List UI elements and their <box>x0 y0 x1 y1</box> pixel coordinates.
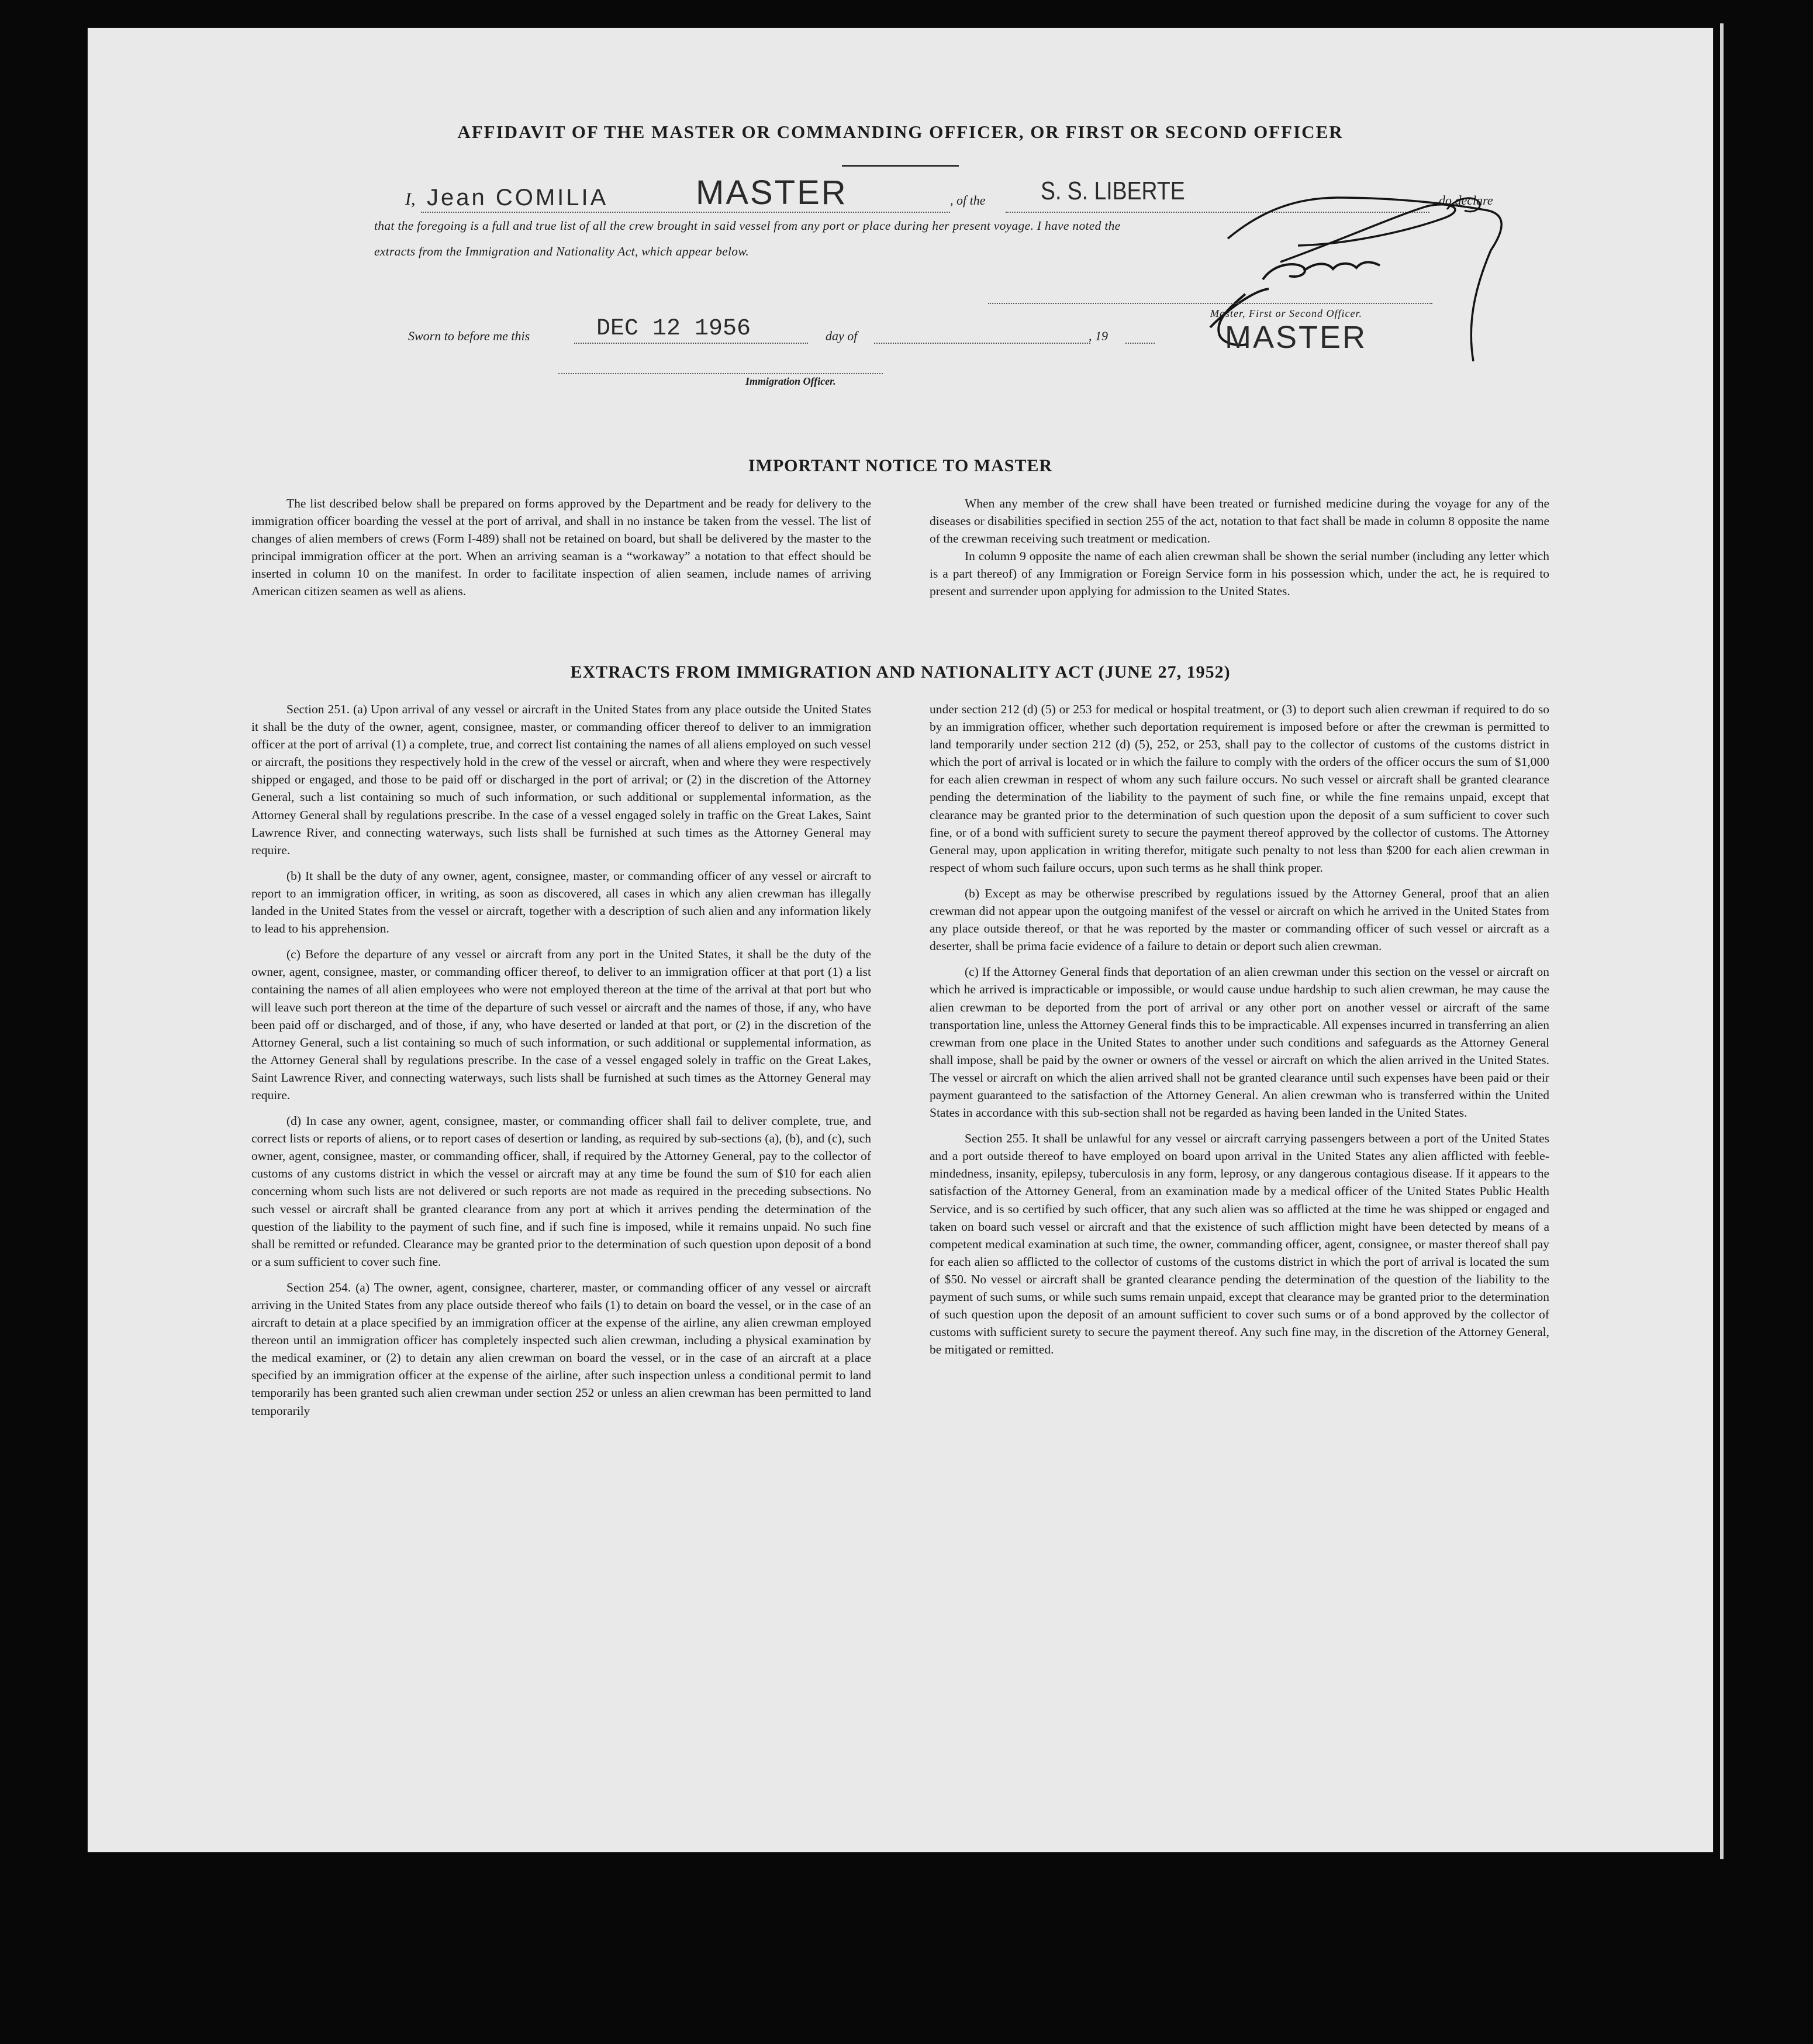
section-251-a: Section 251. (a) Upon arrival of any vessel or aircraft in the United States from any place outside the United States it shall be the duty of the owner, agent, consignee, master, or commanding officer thereof to deliver to an immigration officer at the port of arrival (1) a complete, true, and correct list containing the names of all aliens employed on such vessel or aircraft, the positions they respectively hold in the crew of the vessel or aircraft, when and where they were respectively shipped or engaged, and those to be paid off or discharged in the port of arrival; or (2) in the discretion of the Attorney General, such a list containing so much of such information, or such additional or supplemental information, as the Attorney General shall by regulations prescribe. In the case of a vessel engaged solely in traffic on the Great Lakes, Saint Lawrence River, and connecting waterways, such lists shall be furnished at such times as the Attorney General may require. <box>251 702 871 857</box>
signature-line <box>988 302 1432 304</box>
section-254-c: (c) If the Attorney General finds that deportation of an alien crewman under this section on the vessel or aircraft on which he arrived is impracticable or impossible, or would cause undue hardship to such alien crewman, he may cause the alien crewman to be deported from the port of arrival or any other port on another vessel or aircraft of the same transportation line, unless the Attorney General finds this to be impracticable. All expenses incurred in transferring an alien crewman from one place in the United States to another under such conditions and safeguards as the Attorney General shall impose, shall be paid by the owner or owners of the vessel or aircraft on which the alien arrived in the United States. The vessel or aircraft on which the alien arrived shall not be granted clearance until such expenses have been paid or their payment guaranteed to the satisfaction of the Attorney General. An alien crewman who is transferred within the United States in accordance with this sub-section shall not be regarded as having been landed in the United States. <box>930 965 1549 1120</box>
immigration-officer-caption: Immigration Officer. <box>745 375 836 387</box>
section-251-b: (b) It shall be the duty of any owner, agent, consignee, master, or commanding officer of any vessel or aircraft to report to an immigration officer, in writing, as soon as discovered, all cases in which any alien crewman has illegally landed in the United States from the vessel or aircraft, together with a description of such alien and any information likely to lead to his apprehension. <box>251 868 871 936</box>
of-the-label: , of the <box>950 193 986 208</box>
notice-title: IMPORTANT NOTICE TO MASTER <box>748 456 1053 475</box>
notice-paragraph: In column 9 opposite the name of each alien crewman shall be shown the serial number (including any letter which is a part thereof) of any Immigration or Foreign Service form in his possession which, under the act, he is required to present and surrender upon applying for admission to the United States. <box>930 549 1549 599</box>
notice-paragraph: When any member of the crew shall have been treated or furnished medicine during the voyage for any of the diseases or disabilities specified in section 255 of the act, notation to that fact shall be made in column 8 opposite the name of the crewman receiving such treatment or medication. <box>930 496 1549 546</box>
extracts-title: EXTRACTS FROM IMMIGRATION AND NATIONALITY ACT (JUNE 27, 1952) <box>570 662 1231 682</box>
sworn-label: Sworn to before me this <box>408 329 530 343</box>
paper-edge <box>1720 23 1724 1859</box>
notice-paragraph: The list described below shall be prepared on forms approved by the Department and be ready for delivery to the immigration officer boarding the vessel at the port of arrival, and shall in no instance be taken from the vessel. The list of changes of alien members of crews (Form I-489) shall not be retained on board, but shall be delivered by the master to the principal immigration officer at the port. When an arriving seaman is a “workaway” a notation to that effect should be inserted in column 10 on the manifest. In order to facilitate inspection of alien seamen, include names of arriving American citizen seamen as well as aliens. <box>251 496 871 599</box>
section-254-b: (b) Except as may be otherwise prescribed by regulations issued by the Attorney General, proof that an alien crewman did not appear upon the outgoing manifest of the vessel or aircraft on which he arrived in the United States from any place outside thereof, or that he was reported by the master or commanding officer of such vessel or aircraft as a deserter, shall be prima facie evidence of a failure to detain or deport such alien crewman. <box>930 886 1549 954</box>
year-label: , 19 <box>1089 329 1108 343</box>
day-of-label: day of <box>826 329 858 343</box>
declaration-line-1: that the foregoing is a full and true list of all the crew brought in said vessel from any port or place during her present voyage. I have noted the <box>374 219 1121 233</box>
month-line <box>874 317 1090 344</box>
section-255: Section 255. It shall be unlawful for any vessel or aircraft carrying passengers between a port of the United States and a port outside thereof to have employed on board upon arrival in the United States any alien afflicted with feeble-mindedness, insanity, epilepsy, tuberculosis in any form, leprosy, or any dangerous contagious disease. If it appears to the satisfaction of the Attorney General, from an examination made by a medical officer of the United States Public Health Service, and is so certified by such officer, that any such alien was so afflicted at the time he was shipped or engaged and taken on board such vessel or aircraft and that the existence of such affliction might have been detected by means of a competent medical examination at such time, the owner, commanding officer, agent, consignee, or master thereof shall pay for each alien so afflicted to the collector of customs of the customs district in which the port of arrival is located the sum of $50. No vessel or aircraft shall be granted clearance pending the determination of the question of the liability to the payment of such sums, or while such sums remain unpaid, except that clearance may be granted prior to the determination of such question upon the deposit of an amount sufficient to cover such sums or of a bond approved by the collector of customs with sufficient surety to secure the payment thereof. Any such fine may, in the discretion of the Attorney General, be mitigated or remitted. <box>930 1131 1549 1357</box>
section-254-a: Section 254. (a) The owner, agent, consignee, charterer, master, or commanding officer of any vessel or aircraft arriving in the United States from any place outside thereof who fails (1) to detain on board the vessel, or in the case of an aircraft to detain at a place specified by an immigration officer at the expense of the airline, any alien crewman employed thereon until an immigration officer has completely inspected such alien crewman, including a physical examination by the medical examiner, or (2) to detain any alien crewman on board the vessel, or in the case of an aircraft at a place specified by an immigration officer at the expense of the airline, after such inspection unless a conditional permit to land temporarily has been granted such alien crewman under section 252 or unless an alien crewman has been permitted to land temporarily <box>251 1280 871 1418</box>
do-declare-label: , do declare <box>1432 193 1493 208</box>
notice-left-column <box>251 495 871 600</box>
title-divider <box>842 165 959 167</box>
declarant-prefix: I, <box>405 189 416 209</box>
declaration-line-2: extracts from the Immigration and Nationality Act, which appear below. <box>374 244 750 258</box>
signature-caption: Master, First or Second Officer. <box>1210 308 1362 319</box>
immigration-officer-line <box>558 372 883 374</box>
declarant-name: Jean COMILIA <box>427 185 609 210</box>
sworn-date-stamp: DEC 12 1956 <box>596 316 751 342</box>
affidavit-title: AFFIDAVIT OF THE MASTER OR COMMANDING OFFICER, OR FIRST OR SECOND OFFICER <box>457 122 1344 142</box>
vessel-name: S. S. LIBERTE <box>1041 177 1185 205</box>
section-251-d: (d) In case any owner, agent, consignee, master, or commanding officer shall fail to deliver complete, true, and correct lists or reports of aliens, or to report cases of desertion or landing, as required by sub-sections (a), (b), and (c), such owner, agent, consignee, master, or commanding officer, shall, if required by the Attorney General, pay to the collector of customs of any customs district in which the vessel or aircraft may at any time be found the sum of $10 for each alien concerning whom such lists are not delivered or such reports are not made as required in the preceding subsections. No such vessel or aircraft shall be granted clearance from any port at which it arrives pending the determination of the question of the liability to the payment of such fine, and if such fine is imposed, while it remains unpaid. No such fine shall be remitted or refunded. Clearance may be granted prior to the determination of such question upon deposit of a bond or a sum sufficient to cover such fine. <box>251 1114 871 1269</box>
section-251-c: (c) Before the departure of any vessel or aircraft from any port in the United States, it shall be the duty of the owner, agent, consignee, master, or commanding officer thereof, to deliver to an immigration officer at that port (1) a list containing the names of all alien employees who were not employed thereon at the time of the arrival at that port but who will leave such port thereon at the time of the departure of such vessel or aircraft and the names of those, if any, who have been paid off or discharged, and of those, if any, who have deserted or landed at that port, or (2) in the discretion of the Attorney General, such a list containing so much of such information, or such additional or supplemental information, as the Attorney General shall by regulations prescribe. In the case of a vessel engaged solely in traffic on the Great Lakes, Saint Lawrence River, and connecting waterways, such lists shall be furnished at such times as the Attorney General may require. <box>251 947 871 1102</box>
notice-right-column <box>930 495 1549 600</box>
master-stamp: MASTER <box>1225 320 1367 355</box>
extracts-left-column <box>251 700 871 1420</box>
extracts-right-column <box>930 700 1549 1358</box>
declarant-rank: MASTER <box>696 174 848 212</box>
document-page <box>88 28 1713 1852</box>
section-254-a-continued: under section 212 (d) (5) or 253 for medical or hospital treatment, or (3) to deport such alien crewman if required to do so by an immigration officer, whether such deportation requirement is imposed before or after the crewman is permitted to land temporarily under section 212 (d) (5), 252, or 253, shall pay to the collector of customs of the customs district in which the port of arrival is located or in which the failure to comply with the orders of the officer occurs the sum of $1,000 for each alien crewman in respect of whom any such failure occurs. No such vessel or aircraft shall be granted clearance pending the determination of the liability to the payment of such fine, or while the fine remains unpaid, except that clearance may be granted prior to the determination of such question upon the deposit of a sum sufficient to cover such fine, or of a bond with sufficient surety to secure the payment thereof approved by the collector of customs. The Attorney General may, upon application in writing therefor, mitigate such penalty to not less than $200 for each alien crewman in respect of whom such failure occurs, upon such terms as he shall think proper. <box>930 702 1549 875</box>
